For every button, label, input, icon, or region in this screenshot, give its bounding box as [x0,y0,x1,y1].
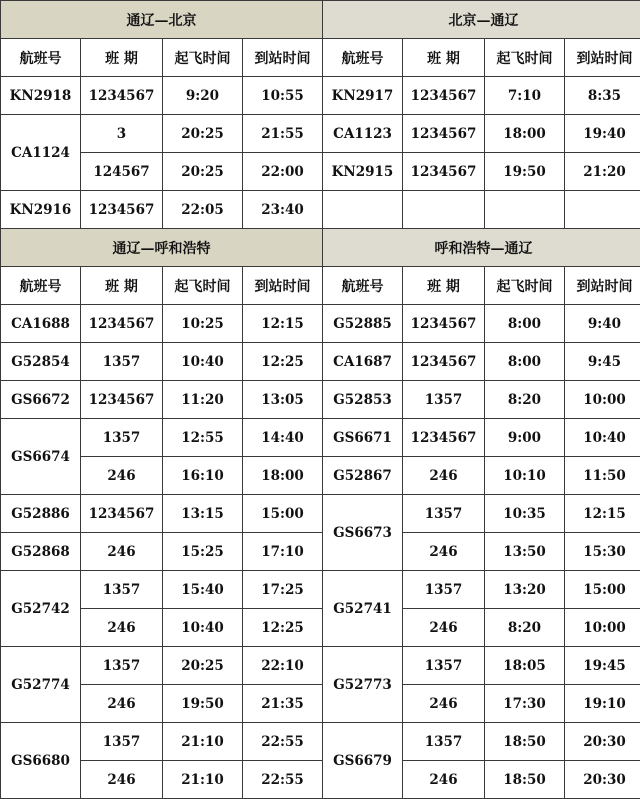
schedule-days: 1234567 [81,305,163,343]
schedule-days: 1234567 [403,305,485,343]
route-title-hohhot-tongliao: 呼和浩特—通辽 [323,229,640,267]
table-row [1,571,640,609]
schedule-days: 1234567 [81,77,163,115]
arrive-time: 22:10 [243,647,323,685]
arrive-time: 22:55 [243,723,323,761]
table-row [1,77,640,115]
arrive-time: 19:40 [565,115,640,153]
depart-time: 20:25 [163,115,243,153]
schedule-days: 246 [81,685,163,723]
schedule-days: 1357 [403,381,485,419]
table-row [1,609,640,647]
depart-time: 18:50 [485,761,565,799]
depart-time: 19:50 [163,685,243,723]
table-row [1,761,640,799]
header-arrive: 到站时间 [565,39,640,77]
schedule-days: 1357 [81,723,163,761]
schedule-days: 1234567 [81,495,163,533]
depart-time: 8:20 [485,381,565,419]
flight-number: G52773 [323,647,403,723]
header-flight: 航班号 [323,39,403,77]
depart-time: 10:10 [485,457,565,495]
table-row [1,191,640,229]
empty-cell [485,191,565,229]
arrive-time: 21:55 [243,115,323,153]
schedule-days: 1234567 [81,381,163,419]
table-row [1,685,640,723]
flight-number: CA1688 [1,305,81,343]
arrive-time: 9:45 [565,343,640,381]
depart-time: 10:40 [163,609,243,647]
depart-time: 11:20 [163,381,243,419]
schedule-days: 1357 [403,495,485,533]
flight-number: CA1123 [323,115,403,153]
flight-number: G52854 [1,343,81,381]
depart-time: 22:05 [163,191,243,229]
header-schedule: 班 期 [403,267,485,305]
arrive-time: 10:00 [565,381,640,419]
schedule-days: 1234567 [81,191,163,229]
schedule-days: 246 [403,685,485,723]
arrive-time: 8:35 [565,77,640,115]
table-row [1,457,640,495]
depart-time: 10:40 [163,343,243,381]
flight-number: G52886 [1,495,81,533]
arrive-time: 10:40 [565,419,640,457]
arrive-time: 12:25 [243,343,323,381]
arrive-time: 20:30 [565,761,640,799]
route-title-beijing-tongliao: 北京—通辽 [323,1,640,39]
flight-number: KN2915 [323,153,403,191]
header-arrive: 到站时间 [243,39,323,77]
schedule-days: 246 [81,533,163,571]
flight-number: KN2916 [1,191,81,229]
arrive-time: 21:35 [243,685,323,723]
route-title-tongliao-beijing: 通辽—北京 [1,1,323,39]
arrive-time: 12:25 [243,609,323,647]
table-row [1,533,640,571]
arrive-time: 9:40 [565,305,640,343]
arrive-time: 11:50 [565,457,640,495]
empty-cell [565,191,640,229]
header-depart: 起飞时间 [163,267,243,305]
schedule-days: 246 [81,457,163,495]
depart-time: 13:50 [485,533,565,571]
table-row [1,495,640,533]
arrive-time: 23:40 [243,191,323,229]
header-arrive: 到站时间 [565,267,640,305]
depart-time: 15:40 [163,571,243,609]
schedule-days: 1234567 [403,115,485,153]
schedule-days: 124567 [81,153,163,191]
depart-time: 10:35 [485,495,565,533]
depart-time: 8:00 [485,305,565,343]
empty-cell [403,191,485,229]
schedule-days: 246 [403,761,485,799]
schedule-days: 1357 [403,723,485,761]
depart-time: 8:20 [485,609,565,647]
flight-number: CA1124 [1,115,81,191]
header-schedule: 班 期 [81,267,163,305]
depart-time: 20:25 [163,647,243,685]
flight-number: G52742 [1,571,81,647]
flight-number: G52885 [323,305,403,343]
arrive-time: 15:30 [565,533,640,571]
flight-number: GS6674 [1,419,81,495]
schedule-days: 1234567 [403,419,485,457]
depart-time: 18:50 [485,723,565,761]
arrive-time: 15:00 [243,495,323,533]
arrive-time: 20:30 [565,723,640,761]
depart-time: 17:30 [485,685,565,723]
table-row [1,419,640,457]
header-schedule: 班 期 [81,39,163,77]
arrive-time: 21:20 [565,153,640,191]
column-header-row [1,39,640,77]
schedule-days: 246 [81,761,163,799]
arrive-time: 13:05 [243,381,323,419]
schedule-days: 246 [81,609,163,647]
arrive-time: 22:00 [243,153,323,191]
flight-number: GS6672 [1,381,81,419]
schedule-days: 1234567 [403,343,485,381]
header-arrive: 到站时间 [243,267,323,305]
depart-time: 21:10 [163,723,243,761]
arrive-time: 22:55 [243,761,323,799]
route-title-tongliao-hohhot: 通辽—呼和浩特 [1,229,323,267]
flight-number: KN2918 [1,77,81,115]
header-depart: 起飞时间 [485,39,565,77]
header-flight: 航班号 [1,267,81,305]
arrive-time: 14:40 [243,419,323,457]
flight-number: G52867 [323,457,403,495]
table-row [1,153,640,191]
header-flight: 航班号 [1,39,81,77]
flight-number: GS6679 [323,723,403,799]
schedule-days: 1234567 [403,77,485,115]
flight-number: CA1687 [323,343,403,381]
depart-time: 13:15 [163,495,243,533]
depart-time: 13:20 [485,571,565,609]
schedule-days: 246 [403,533,485,571]
depart-time: 20:25 [163,153,243,191]
depart-time: 12:55 [163,419,243,457]
flight-number: GS6673 [323,495,403,571]
arrive-time: 10:00 [565,609,640,647]
table-row [1,115,640,153]
depart-time: 18:05 [485,647,565,685]
schedule-days: 1234567 [403,153,485,191]
depart-time: 8:00 [485,343,565,381]
arrive-time: 12:15 [565,495,640,533]
depart-time: 9:20 [163,77,243,115]
table-row [1,647,640,685]
depart-time: 7:10 [485,77,565,115]
arrive-time: 18:00 [243,457,323,495]
flight-number: G52868 [1,533,81,571]
arrive-time: 17:10 [243,533,323,571]
header-flight: 航班号 [323,267,403,305]
empty-cell [323,191,403,229]
schedule-days: 1357 [81,647,163,685]
arrive-time: 17:25 [243,571,323,609]
flight-number: GS6680 [1,723,81,799]
flight-number: KN2917 [323,77,403,115]
schedule-days: 1357 [403,647,485,685]
schedule-days: 1357 [81,343,163,381]
section-title-row [1,1,640,39]
header-schedule: 班 期 [403,39,485,77]
depart-time: 10:25 [163,305,243,343]
flight-number: G52741 [323,571,403,647]
column-header-row [1,267,640,305]
depart-time: 21:10 [163,761,243,799]
depart-time: 16:10 [163,457,243,495]
schedule-days: 3 [81,115,163,153]
flight-number: G52853 [323,381,403,419]
depart-time: 19:50 [485,153,565,191]
schedule-days: 1357 [81,571,163,609]
depart-time: 18:00 [485,115,565,153]
table-row [1,381,640,419]
depart-time: 9:00 [485,419,565,457]
schedule-days: 246 [403,457,485,495]
arrive-time: 15:00 [565,571,640,609]
table-row [1,343,640,381]
flight-number: G52774 [1,647,81,723]
table-row [1,723,640,761]
arrive-time: 19:45 [565,647,640,685]
arrive-time: 19:10 [565,685,640,723]
header-depart: 起飞时间 [163,39,243,77]
schedule-days: 246 [403,609,485,647]
schedule-days: 1357 [81,419,163,457]
flight-number: GS6671 [323,419,403,457]
arrive-time: 10:55 [243,77,323,115]
depart-time: 15:25 [163,533,243,571]
schedule-days: 1357 [403,571,485,609]
arrive-time: 12:15 [243,305,323,343]
header-depart: 起飞时间 [485,267,565,305]
section-title-row [1,229,640,267]
table-row [1,305,640,343]
